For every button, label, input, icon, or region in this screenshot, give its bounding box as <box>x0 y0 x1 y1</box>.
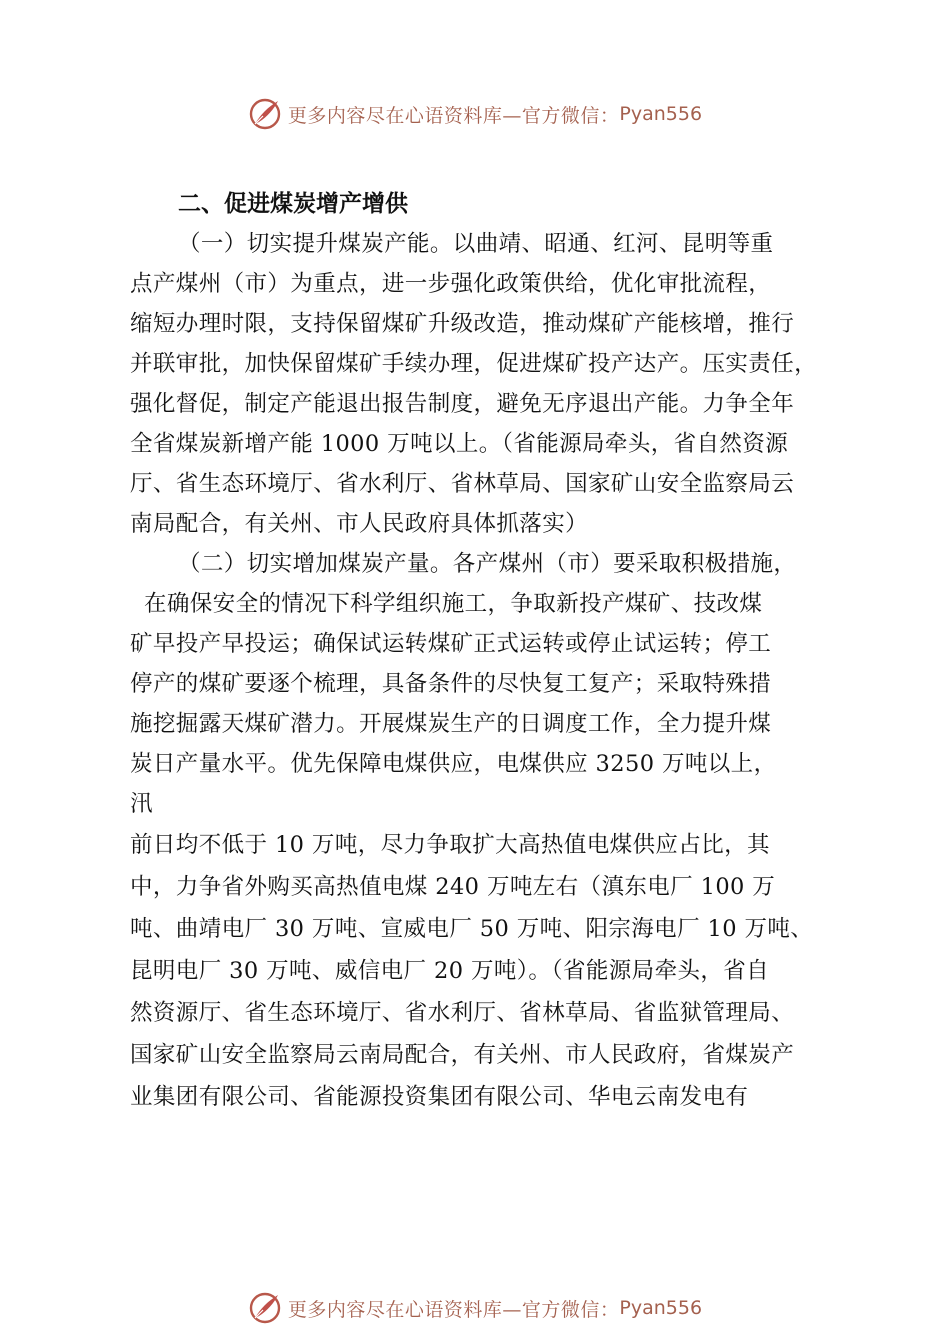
paragraph-line: 南局配合，有关州、市人民政府具体抓落实） <box>130 511 589 537</box>
quill-pen-circle-icon <box>248 1291 282 1325</box>
paragraph-line: 并联审批，加快保留煤矿手续办理，促进煤矿投产达产。压实责任， <box>130 351 818 377</box>
paragraph-line: 然资源厅、省生态环境厅、省水利厅、省林草局、省监狱管理局、 <box>130 1000 795 1026</box>
header-watermark <box>0 92 950 136</box>
paragraph-line: 强化督促，制定产能退出报告制度，避免无序退出产能。力争全年 <box>130 391 795 417</box>
paragraph-line: 业集团有限公司、省能源投资集团有限公司、华电云南发电有 <box>130 1084 749 1110</box>
paragraph-line: 缩短办理时限，支持保留煤矿升级改造，推动煤矿产能核增，推行 <box>130 311 795 337</box>
paragraph-line: 停产的煤矿要逐个梳理，具备条件的尽快复工复产；采取特殊措 <box>130 671 772 697</box>
paragraph-line: 施挖掘露天煤矿潜力。开展煤炭生产的日调度工作，全力提升煤 <box>130 711 772 737</box>
paragraph-line: 昆明电厂 30 万吨、威信电厂 20 万吨）。（省能源局牵头，省自 <box>130 958 770 984</box>
paragraph-line: 中，力争省外购买高热值电煤 240 万吨左右（滇东电厂 100 万 <box>130 874 776 900</box>
wechat-id: Pyan556 <box>619 103 703 125</box>
paragraph-line: 吨、曲靖电厂 30 万吨、宣威电厂 50 万吨、阳宗海电厂 10 万吨、 <box>130 916 814 942</box>
paragraph-line: （一）切实提升煤炭产能。以曲靖、昭通、红河、昆明等重 <box>178 231 774 257</box>
paragraph-line: 矿早投产早投运；确保试运转煤矿正式运转或停止试运转；停工 <box>130 631 772 657</box>
paragraph-line: （二）切实增加煤炭产量。各产煤州（市）要采取积极措施， <box>178 551 797 577</box>
document-body <box>130 184 842 1118</box>
paragraph-line: 前日均不低于 10 万吨，尽力争取扩大高热值电煤供应占比，其 <box>130 832 770 858</box>
paragraph-line: 国家矿山安全监察局云南局配合，有关州、市人民政府，省煤炭产 <box>130 1042 795 1068</box>
paragraph-line: 全省煤炭新增产能 1000 万吨以上。（省能源局牵头，省自然资源 <box>130 431 789 457</box>
paragraph-line: 厅、省生态环境厅、省水利厅、省林草局、国家矿山安全监察局云 <box>130 471 795 497</box>
watermark-text: 更多内容尽在心语资料库—官方微信： <box>287 104 620 127</box>
section-heading: 二、促进煤炭增产增供 <box>178 191 408 217</box>
paragraph-line: 炭日产量水平。优先保障电煤供应，电煤供应 3250 万吨以上， <box>130 751 777 777</box>
footer-watermark <box>0 1286 950 1330</box>
paragraph-line: 在确保安全的情况下科学组织施工，争取新投产煤矿、技改煤 <box>144 591 763 617</box>
watermark-text: 更多内容尽在心语资料库—官方微信： <box>287 1298 620 1321</box>
quill-pen-circle-icon <box>248 97 282 131</box>
wechat-id: Pyan556 <box>619 1297 703 1319</box>
paragraph-line: 汛 <box>130 791 153 817</box>
paragraph-line: 点产煤州（市）为重点，进一步强化政策供给，优化审批流程， <box>130 271 772 297</box>
